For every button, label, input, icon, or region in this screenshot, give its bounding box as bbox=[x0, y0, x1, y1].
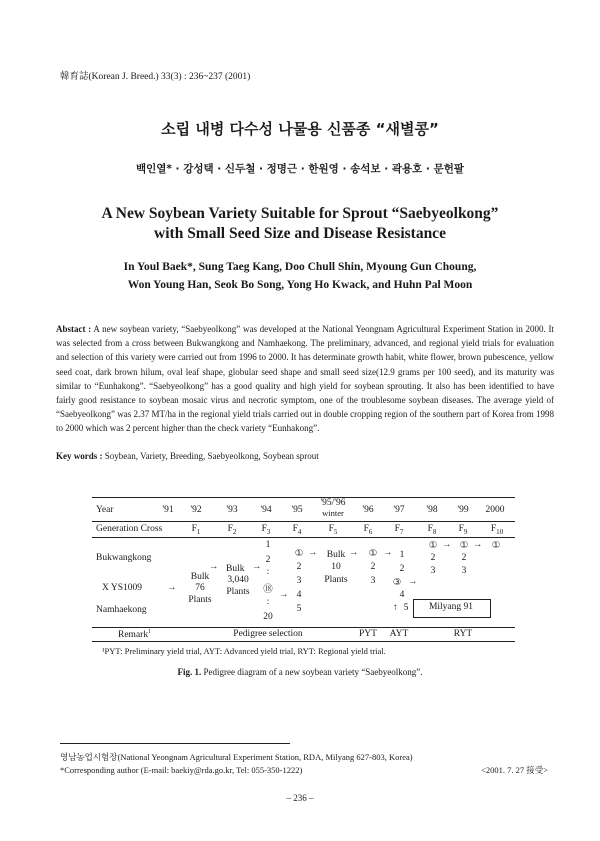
cross-arrow: → bbox=[167, 583, 177, 593]
f4-line-2: 2 bbox=[296, 562, 302, 572]
year-96: '96 bbox=[362, 505, 374, 515]
f3-line-2: 2 bbox=[265, 555, 271, 565]
keywords bbox=[56, 451, 554, 461]
f6-to-f7-arrow: → bbox=[383, 548, 393, 558]
generation-f1: $F_1$ bbox=[191, 524, 201, 536]
generation-row-rule bbox=[92, 537, 515, 538]
abstract-label: Abstact : bbox=[56, 324, 92, 334]
year-94: '94 bbox=[260, 505, 272, 515]
f5-to-f6-arrow: → bbox=[349, 548, 359, 558]
received-date: <2001. 7. 27 接受> bbox=[481, 765, 548, 775]
remark-label: Remark$^1$ bbox=[118, 629, 152, 641]
f8-line-2: 2 bbox=[430, 553, 436, 563]
english-authors-line-1: In Youl Baek*, Sung Taeg Kang, Doo Chull Shin, Myoung Gun Choung, bbox=[123, 261, 477, 273]
f4-to-f5-arrow: → bbox=[308, 548, 318, 558]
english-title bbox=[0, 204, 600, 244]
year-row-rule bbox=[92, 521, 515, 522]
generation-f5: $F_5$ bbox=[328, 524, 338, 536]
f2-to-f3-arrow: → bbox=[252, 562, 262, 572]
f1-bulk-plants: Plants bbox=[188, 595, 212, 605]
f7-up-arrow: ↑ bbox=[393, 603, 398, 613]
f10-line-1-selected: ① bbox=[491, 541, 501, 551]
f8-line-1-selected: ① bbox=[428, 541, 438, 551]
year-97: '97 bbox=[393, 505, 405, 515]
year-95: '95 bbox=[291, 505, 303, 515]
f7-line-5: 5 bbox=[403, 603, 409, 613]
year-95-96: '95/'96 bbox=[320, 498, 346, 508]
f4-line-5: 5 bbox=[296, 604, 302, 614]
f5-count: 10 bbox=[331, 562, 341, 572]
english-title-line-1: A New Soybean Variety Suitable for Sprout “Saebyeolkong” bbox=[101, 205, 499, 222]
f7-line-4: 4 bbox=[399, 590, 405, 600]
remark-ayt: AYT bbox=[389, 629, 409, 639]
footnote-rule bbox=[60, 743, 290, 744]
year-2000: 2000 bbox=[485, 505, 505, 515]
f6-line-2: 2 bbox=[370, 562, 376, 572]
f9-to-f10-arrow: → bbox=[473, 540, 483, 550]
year-92: '92 bbox=[190, 505, 202, 515]
f2-count: 3,040 bbox=[227, 575, 249, 585]
generation-f10: $F_{10}$ bbox=[490, 524, 504, 536]
korean-title: 소립 내병 다수성 나물용 신품종 “새별콩” bbox=[161, 120, 439, 138]
generation-f3: $F_3$ bbox=[261, 524, 271, 536]
f4-line-4: 4 bbox=[296, 590, 302, 600]
affiliation-footnote bbox=[60, 751, 413, 777]
keywords-label: Key words : bbox=[56, 451, 103, 461]
page-number: – 236 – bbox=[286, 793, 314, 803]
english-title-line-2: with Small Seed Size and Disease Resistance bbox=[154, 225, 446, 242]
f3-to-f4-arrow: → bbox=[279, 590, 289, 600]
f5-bulk-label: Bulk bbox=[326, 550, 346, 560]
generation-label: Generation Cross bbox=[96, 524, 163, 534]
pedigree-diagram bbox=[92, 495, 515, 645]
parent-namhaekong: Namhaekong bbox=[96, 605, 147, 615]
figure-caption-text: Pedigree diagram of a new soybean variety “Saebyeolkong”. bbox=[203, 667, 423, 677]
english-authors-line-2: Won Young Han, Seok Bo Song, Yong Ho Kwack, and Huhn Pal Moon bbox=[127, 279, 473, 291]
f6-line-3: 3 bbox=[370, 576, 376, 586]
f9-line-1-selected: ① bbox=[459, 541, 469, 551]
f5-plants: Plants bbox=[324, 575, 348, 585]
f4-line-1-selected: ① bbox=[294, 549, 304, 559]
generation-f9: $F_9$ bbox=[458, 524, 468, 536]
generation-f2: $F_2$ bbox=[227, 524, 237, 536]
corresponding-author: *Corresponding author (E-mail: baekiy@rda.go.kr, Tel: 055-350-1222) bbox=[60, 765, 303, 775]
year-91: '91 bbox=[162, 505, 174, 515]
f8-to-f9-arrow: → bbox=[442, 540, 452, 550]
abstract-text: A new soybean variety, “Saebyeolkong” was developed at the National Yeongnam Agricultural Experiment Station in 2000. It was selected from a cross between Bukwangkong and Namhaekong. The preliminary, advanced, and regional yield trials for evaluation and selection of this variety were carried out from 1996 to 2000. It has determinate growth habit, white flower, brown pubescence, yellow seed coat, dark brown hilum, oval leaf shape, globular seed shape and small seed size(12.9 grams per 100 seed), and its maturity was similar to “Eunhakong”. “Saebyeolkong” has a good quality and high yield for soybean sprouting. It also has been identified to have fairly good resistance to soybean mosaic virus and necrotic symptom, one of the troublesome soybean diseases. The average yield of “Saebyeolkong” was 2.37 MT/ha in the regional yield trials carried out in double cropping region of the southern part of Korea from 1998 to 2000 which was 2 percent higher than the check variety “Eunhakong”. bbox=[56, 324, 554, 434]
year-93: '93 bbox=[226, 505, 238, 515]
generation-f6: $F_6$ bbox=[363, 524, 373, 536]
table-bottom-rule bbox=[92, 641, 515, 642]
f2-plants: Plants bbox=[226, 587, 250, 597]
affiliation: 영남농업시험장(National Yeongnam Agricultural Experiment Station, RDA, Milyang 627-803, Korea) bbox=[60, 752, 413, 762]
parent-bukwangkong: Bukwangkong bbox=[96, 553, 152, 563]
f3-ellipsis-1: : bbox=[266, 567, 270, 577]
f9-line-3: 3 bbox=[461, 566, 467, 576]
cross-ys1009: X YS1009 bbox=[102, 583, 143, 593]
f7-line-1: 1 bbox=[399, 550, 405, 560]
f3-line-20: 20 bbox=[263, 612, 273, 622]
figure-caption bbox=[0, 667, 600, 677]
f1-bulk-count: 76 bbox=[195, 583, 205, 593]
english-authors bbox=[0, 258, 600, 294]
figure-caption-label: Fig. 1. bbox=[177, 667, 202, 677]
year-label: Year bbox=[96, 505, 114, 515]
year-winter: winter bbox=[322, 508, 344, 518]
f7-line-2: 2 bbox=[399, 564, 405, 574]
abstract bbox=[56, 322, 554, 436]
year-99: '99 bbox=[457, 505, 469, 515]
remark-ryt: RYT bbox=[453, 629, 473, 639]
f3-line-1: 1 bbox=[265, 540, 271, 550]
f6-line-1-selected: ① bbox=[368, 549, 378, 559]
f4-line-3: 3 bbox=[296, 576, 302, 586]
remark-row-top-rule bbox=[92, 627, 515, 628]
f9-line-2: 2 bbox=[461, 553, 467, 563]
figure-footnote: ¹PYT: Preliminary yield trial, AYT: Advanced yield trial, RYT: Regional yield trial. bbox=[102, 646, 386, 656]
remark-pedigree-selection: Pedigree selection bbox=[233, 629, 303, 639]
f1-to-f2-arrow: → bbox=[209, 562, 219, 572]
f1-bulk-label: Bulk bbox=[190, 572, 210, 582]
keywords-text: Soybean, Variety, Breeding, Saebyeolkong, Soybean sprout bbox=[104, 451, 319, 461]
table-top-rule bbox=[92, 497, 515, 498]
year-98: '98 bbox=[426, 505, 438, 515]
f7-line-3-selected: ③ bbox=[392, 578, 402, 588]
remark-pyt: PYT bbox=[359, 629, 377, 639]
korean-authors: 백인열* · 강성택 · 신두철 · 정명근 · 한원영 · 송석보 · 곽용호 · 문헌팔 bbox=[135, 163, 465, 175]
variety-name: Milyang 91 bbox=[428, 602, 474, 612]
f3-ellipsis-2: : bbox=[266, 597, 270, 607]
f8-line-3: 3 bbox=[430, 566, 436, 576]
generation-f7: $F_7$ bbox=[394, 524, 404, 536]
journal-reference: 韓育誌(Korean J. Breed.) 33(3) : 236~237 (2001) bbox=[60, 72, 251, 82]
f7-to-f8-arrow: → bbox=[408, 577, 418, 587]
f2-bulk-label: Bulk bbox=[226, 564, 245, 574]
generation-f8: $F_8$ bbox=[427, 524, 437, 536]
generation-f4: $F_4$ bbox=[292, 524, 302, 536]
f3-line-18-selected: ⑱ bbox=[263, 585, 273, 595]
